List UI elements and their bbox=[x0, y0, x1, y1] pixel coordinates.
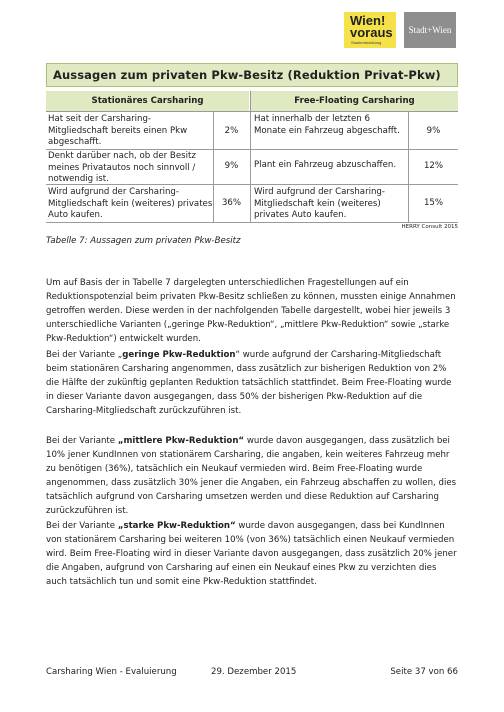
row-divider bbox=[46, 149, 458, 150]
logo-subline: Stadtentwicklung bbox=[351, 40, 382, 45]
paragraph-text: “ wurde aufgrund der Carsharing-Mitgliedschaft beim stationären Carsharing angenommen, dass zusätzlich zur bisherigen Reduktion von 2% die Hälfte der zukünftig geplanten Reduktion tatsächlich stattfindet. Beim Free-Floating wurde in dieser Variante davon ausgegangen, dass 50% der bisherigen Pkw-Reduktion auf die Carsharing-Mitgliedschaft zurückzuführen ist. bbox=[46, 350, 452, 416]
table-cell-percent: 9% bbox=[426, 126, 441, 136]
table-cell-percent: 2% bbox=[224, 126, 239, 136]
logo-line-2: voraus bbox=[350, 25, 393, 40]
table-cell-percent: 9% bbox=[224, 161, 239, 171]
table-cell: Denkt darüber nach, ob der Besitz meines Privatautos noch sinnvoll / notwendig ist. bbox=[48, 151, 196, 184]
table-source: HERRY Consult 2015 bbox=[401, 224, 458, 230]
paragraph-text: Um auf Basis der in Tabelle 7 dargelegten unterschiedlichen Fragestellungen auf ein Reduktionspotenzial beim privaten Pkw-Besitz schließen zu können, mussten einige Annahmen getroffen werden. Diese werden in der nachfolgenden Tabelle dargestellt, wobei hier jeweils 3 unterschiedliche Varianten („geringe Pkw-Reduktion“, „mittlere Pkw-Reduktion“ sowie „starke Pkw-Reduktion“) entwickelt wurden. bbox=[46, 278, 456, 344]
row-divider bbox=[46, 222, 458, 223]
paragraph-text: Bei der Variante „ bbox=[46, 350, 123, 360]
row-divider bbox=[46, 111, 458, 112]
table-cell: Wird aufgrund der Carsharing-Mitgliedschaft kein (weiteres) privates Auto kaufen. bbox=[254, 187, 385, 220]
table-title: Aussagen zum privaten Pkw-Besitz (Reduktion Privat-Pkw) bbox=[46, 63, 458, 87]
logo-line-1: Wien! bbox=[350, 13, 386, 28]
table-caption: Tabelle 7: Aussagen zum privaten Pkw-Besitz bbox=[46, 236, 241, 246]
emphasis: „starke Pkw-Reduktion“ bbox=[117, 521, 236, 531]
emphasis: „mittlere Pkw-Reduktion“ bbox=[117, 436, 245, 446]
header-free-floating: Free-Floating Carsharing bbox=[251, 91, 458, 111]
body-paragraph bbox=[46, 348, 458, 418]
paragraph-text: Bei der Variante bbox=[46, 521, 118, 531]
body-paragraph bbox=[46, 519, 458, 589]
table-cell: Hat innerhalb der letzten 6 Monate ein Fahrzeug abgeschafft. bbox=[254, 114, 400, 136]
paragraph-text: Bei der Variante bbox=[46, 436, 118, 446]
table-cell: Plant ein Fahrzeug abzuschaffen. bbox=[254, 160, 397, 170]
body-paragraph bbox=[46, 434, 458, 518]
table-cell-percent: 12% bbox=[423, 161, 444, 171]
body-paragraph bbox=[46, 276, 458, 346]
footer-page-number: Seite 37 von 66 bbox=[390, 667, 458, 677]
table-cell-percent: 15% bbox=[423, 198, 444, 208]
wien-voraus-logo bbox=[344, 12, 396, 48]
paragraph-text: wurde davon ausgegangen, dass zusätzlich bei 10% jener KundInnen von stationärem Carsharing, die angaben, kein weiteres Fahrzeug mehr zu benötigen (36%), tatsächlich ein Neukauf vermieden wird. Beim Free-Floating wurde angenommen, dass zusätzlich 30% jener die Angaben, ein Fahrzeug abschaffen zu wollen, dies tatsächlich aufgrund von Carsharing umsetzen werden und diese Reduktion auf Carsharing zurückzuführen ist. bbox=[46, 436, 457, 516]
table-cell: Wird aufgrund der Carsharing-Mitgliedschaft kein (weiteres) privates Auto kaufen. bbox=[48, 187, 213, 220]
footer-title: Carsharing Wien - Evaluierung bbox=[46, 667, 177, 677]
footer-date: 29. Dezember 2015 bbox=[211, 667, 297, 677]
table-cell: Hat seit der Carsharing-Mitgliedschaft bereits einen Pkw abgeschafft. bbox=[48, 114, 188, 147]
paragraph-text: wurde davon ausgegangen, dass bei KundInnen von stationärem Carsharing bei weiteren 10% (von 36%) tatsächlich einen Neukauf vermieden wird. Beim Free-Floating wird in dieser Variante davon ausgegangen, dass zusätzlich 20% jener die Angaben, aufgrund von Carsharing auf einen ein Neukauf eines Pkw zu verzichten dies auch tatsächlich tun und somit eine Pkw-Reduktion stattfindet. bbox=[46, 521, 457, 587]
column-divider bbox=[250, 91, 251, 222]
emphasis: geringe Pkw-Reduktion bbox=[122, 350, 236, 360]
table-cell-percent: 36% bbox=[221, 198, 242, 208]
header-stationary: Stationäres Carsharing bbox=[46, 91, 249, 111]
stadt-wien-logo: Stadt+Wien bbox=[404, 12, 456, 48]
